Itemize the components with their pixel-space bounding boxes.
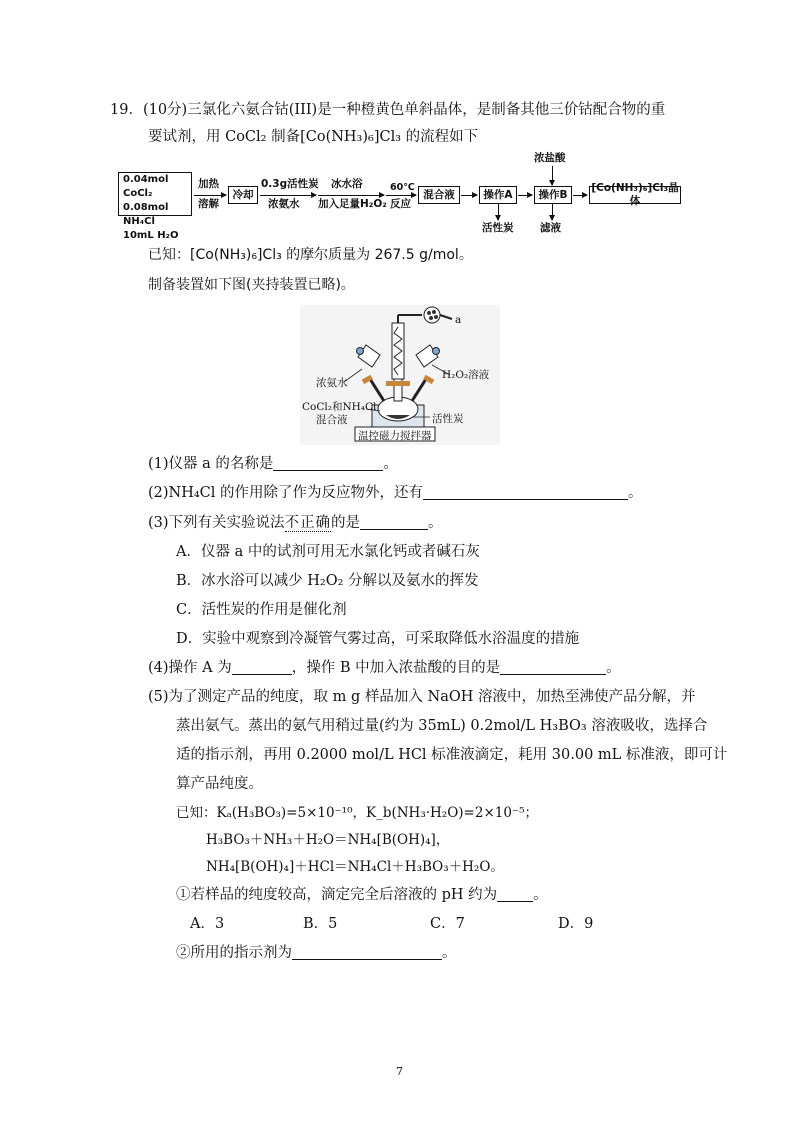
q5-line-3: 适的指示剂，再用 0.2000 mol/L HCl 标准液滴定，耗用 30.00 mL 标准液，即可计 — [176, 747, 728, 763]
flow-step2-top: 0.3g活性炭 — [261, 178, 319, 190]
q4-text-b: ，操作 B 中加入浓盐酸的目的是 — [291, 660, 501, 676]
apparatus-label-mix1: CoCl₂和NH₄Cl — [302, 401, 377, 413]
apparatus-label-h2o2: H₂O₂溶液 — [442, 369, 490, 381]
q2-text: (2)NH₄Cl 的作用除了作为反应物外，还有 — [148, 485, 424, 501]
q3-answer-blank[interactable] — [360, 513, 428, 530]
flow-step1-top: 加热 — [198, 178, 219, 190]
q3-option-b: B．冰水浴可以减少 H₂O₂ 分解以及氨水的挥发 — [176, 573, 479, 589]
flow-arrow-6 — [518, 195, 532, 196]
apparatus-label-a: a — [455, 314, 462, 326]
flow-arrow-7 — [573, 195, 587, 196]
apparatus-label-stirrer: 温控磁力搅拌器 — [358, 430, 432, 442]
flow-arrow-opB-in — [552, 166, 553, 185]
q3-end: 。 — [428, 515, 443, 531]
q5-line-1: (5)为了测定产品的纯度，取 m g 样品加入 NaOH 溶液中，加热至沸使产品分解，并 — [148, 689, 696, 705]
flow-box-opA: 操作A — [479, 186, 517, 204]
q3-option-a: A．仪器 a 中的试剂可用无水氯化钙或者碱石灰 — [176, 544, 480, 560]
question-line-2: 要试剂，用 CoCl₂ 制备[Co(NH₃)₆]Cl₃ 的流程如下 — [148, 129, 479, 145]
sub1-option-a: A．3 — [190, 916, 225, 932]
sub1-line — [176, 884, 548, 906]
q4-end: 。 — [606, 660, 621, 676]
flow-chart — [118, 152, 688, 241]
flow-start-box — [118, 172, 192, 241]
page-number: 7 — [396, 1065, 403, 1078]
q5-line-4: 算产品纯度。 — [176, 776, 263, 792]
flow-step4-top: 60℃ — [390, 182, 415, 193]
known2-line-3: NH₄[B(OH)₄]＋HCl＝NH₄Cl＋H₃BO₃＋H₂O。 — [206, 859, 504, 875]
flow-arrow-4 — [386, 195, 416, 196]
flow-opB-in: 浓盐酸 — [534, 152, 566, 164]
sub2-line — [176, 942, 457, 964]
q3-text-pre: (3)下列有关实验说法 — [148, 515, 285, 531]
question-number: 19． — [110, 102, 143, 118]
flow-arrow-opB-out — [552, 204, 553, 220]
sub1-option-b: B．5 — [303, 916, 338, 932]
setup-intro: 制备装置如下图(夹持装置已略)。 — [148, 277, 355, 293]
flow-step2-bottom: 浓氨水 — [268, 198, 300, 210]
q1-text: (1)仪器 a 的名称是 — [148, 456, 274, 472]
sub2-answer-blank[interactable] — [292, 943, 442, 960]
sub1-answer-blank[interactable] — [497, 885, 533, 902]
known-molar-mass: 已知：[Co(NH₃)₆]Cl₃ 的摩尔质量为 267.5 g/mol。 — [148, 247, 473, 263]
flow-start-line-1: 0.04mol CoCl₂ — [123, 174, 169, 199]
apparatus-label-mix2: 混合液 — [316, 414, 348, 426]
flow-box-cool: 冷却 — [228, 186, 258, 204]
apparatus-label-ammonia: 浓氨水 — [316, 377, 348, 389]
flow-arrow-2 — [260, 195, 316, 196]
q2-answer-blank[interactable] — [423, 483, 628, 500]
q3-option-d: D．实验中观察到冷凝管气雾过高，可采取降低水浴温度的措施 — [176, 631, 580, 647]
sub1-option-d: D．9 — [558, 916, 594, 932]
sub2-text: ②所用的指示剂为 — [176, 945, 292, 961]
known2-line-2: H₃BO₃＋NH₃＋H₂O＝NH₄[B(OH)₄]， — [206, 832, 450, 848]
sub1-text: ①若样品的纯度较高，滴定完全后溶液的 pH 约为 — [176, 887, 498, 903]
q4-answer-blank-2[interactable] — [500, 658, 606, 675]
flow-opA-out: 活性炭 — [482, 222, 514, 234]
q4-answer-blank-1[interactable] — [232, 658, 292, 675]
apparatus-label-carbon: 活性炭 — [432, 413, 464, 425]
q3-text-emph: 不正确 — [284, 515, 332, 531]
q1-answer-blank[interactable] — [273, 454, 383, 471]
q4-line — [148, 657, 621, 679]
question-line-1 — [110, 99, 665, 121]
flow-start-line-2: 0.08mol NH₄Cl — [123, 202, 169, 227]
q3-option-c: C．活性炭的作用是催化剂 — [176, 602, 347, 618]
q3-line — [148, 512, 443, 534]
flow-arrow-3 — [318, 195, 384, 196]
q4-text-a: (4)操作 A 为 — [148, 660, 232, 676]
question-text-1: (10分)三氯化六氨合钴(III)是一种橙黄色单斜晶体，是制备其他三价钴配合物的重 — [142, 102, 666, 118]
known2-line-1: 已知：Kₐ(H₃BO₃)=5×10⁻¹⁰，K_b(NH₃·H₂O)=2×10⁻⁵； — [176, 805, 538, 821]
q1-end: 。 — [383, 456, 398, 472]
q2-end: 。 — [628, 485, 643, 501]
sub1-end: 。 — [533, 887, 548, 903]
q3-text-post: 的是 — [331, 515, 361, 531]
flow-box-product: [Co(NH₃)₆]Cl₃晶体 — [589, 186, 681, 204]
flow-step4-bottom: 反应 — [390, 198, 411, 210]
flow-opB-out: 滤液 — [540, 222, 561, 234]
q2-line — [148, 482, 643, 504]
flow-box-opB: 操作B — [534, 186, 572, 204]
q5-line-2: 蒸出氨气。蒸出的氨气用稍过量(约为 35mL) 0.2mol/L H₃BO₃ 溶液吸收，选择合 — [176, 718, 708, 734]
flow-start-line-3: 10mL H₂O — [123, 230, 179, 241]
flow-step3-bottom: 加入足量H₂O₂ — [318, 198, 387, 210]
flow-step1-bottom: 溶解 — [198, 198, 219, 210]
sub2-end: 。 — [442, 945, 457, 961]
flow-arrow-1 — [194, 195, 226, 196]
q1-line — [148, 453, 398, 475]
sub1-option-c: C．7 — [430, 916, 465, 932]
flow-arrow-opA-out — [498, 204, 499, 220]
flow-arrow-5 — [461, 195, 477, 196]
apparatus-figure — [300, 305, 500, 445]
flow-step3-top: 冰水浴 — [331, 178, 363, 190]
flow-box-mix: 混合液 — [418, 186, 460, 204]
